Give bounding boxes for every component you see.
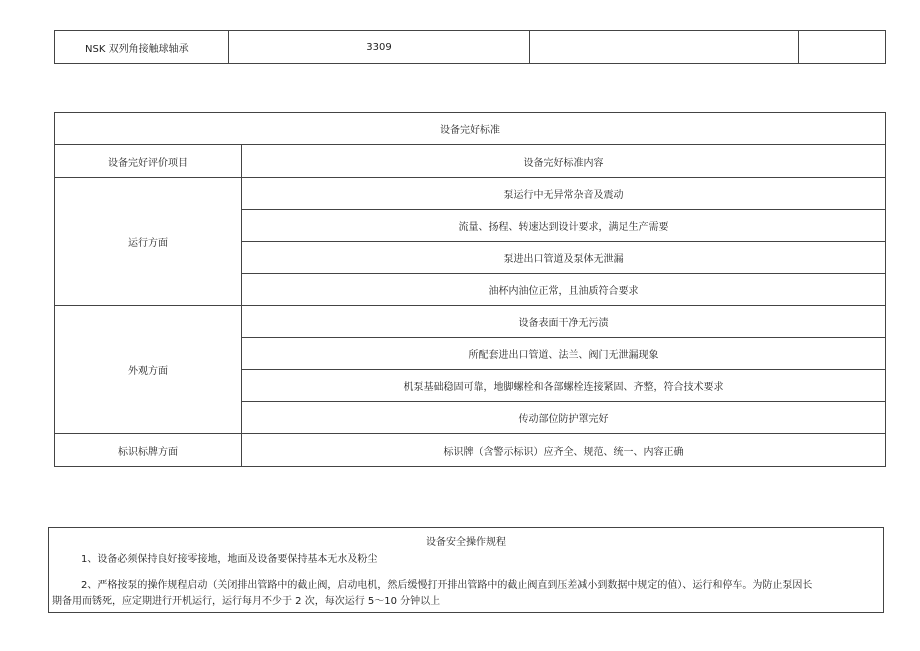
table-row bbox=[55, 145, 886, 178]
group-name: 外观方面 bbox=[55, 306, 242, 434]
table-row bbox=[55, 306, 886, 338]
bearing-col4 bbox=[799, 31, 886, 64]
standard-item: 泵进出口管道及泵体无泄漏 bbox=[242, 242, 886, 274]
header-item: 设备完好评价项目 bbox=[55, 145, 242, 178]
standards-title: 设备完好标准 bbox=[55, 113, 886, 145]
bearing-name: NSK 双列角接触球轴承 bbox=[55, 31, 229, 64]
safety-procedure-box bbox=[48, 527, 884, 613]
standard-item: 油杯内油位正常，且油质符合要求 bbox=[242, 274, 886, 306]
standard-item: 所配套进出口管道、法兰、阀门无泄漏现象 bbox=[242, 338, 886, 370]
header-content: 设备完好标准内容 bbox=[242, 145, 886, 178]
bearing-col3 bbox=[530, 31, 799, 64]
standard-item: 传动部位防护罩完好 bbox=[242, 402, 886, 434]
group-name: 标识标牌方面 bbox=[55, 434, 242, 467]
safety-line: 2、严格按泵的操作规程启动（关闭排出管路中的截止阀，启动电机，然后缓慢打开排出管路中的截止阀直到压差减小到数据中规定的值）、运行和停车。为防止泵因长 bbox=[81, 580, 813, 591]
safety-line: 期备用而锈死，应定期进行开机运行，运行每月不少于 2 次，每次运行 5～10 分钟以上 bbox=[52, 596, 441, 607]
table-row bbox=[55, 434, 886, 467]
table-row bbox=[55, 178, 886, 210]
standard-item: 流量、扬程、转速达到设计要求，满足生产需要 bbox=[242, 210, 886, 242]
safety-line: 1、设备必须保持良好接零接地，地面及设备要保持基本无水及粉尘 bbox=[81, 554, 378, 565]
standard-item: 标识牌（含警示标识）应齐全、规范、统一、内容正确 bbox=[242, 434, 886, 467]
table-row bbox=[55, 113, 886, 145]
bearing-table bbox=[54, 30, 886, 64]
group-name: 运行方面 bbox=[55, 178, 242, 306]
standard-item: 泵运行中无异常杂音及震动 bbox=[242, 178, 886, 210]
standard-item: 机泵基础稳固可靠，地脚螺栓和各部螺栓连接紧固、齐整，符合技术要求 bbox=[242, 370, 886, 402]
standards-table bbox=[54, 112, 886, 467]
table-row bbox=[55, 31, 886, 64]
standard-item: 设备表面干净无污渍 bbox=[242, 306, 886, 338]
safety-title: 设备安全操作规程 bbox=[426, 537, 506, 548]
bearing-model: 3309 bbox=[229, 31, 530, 64]
